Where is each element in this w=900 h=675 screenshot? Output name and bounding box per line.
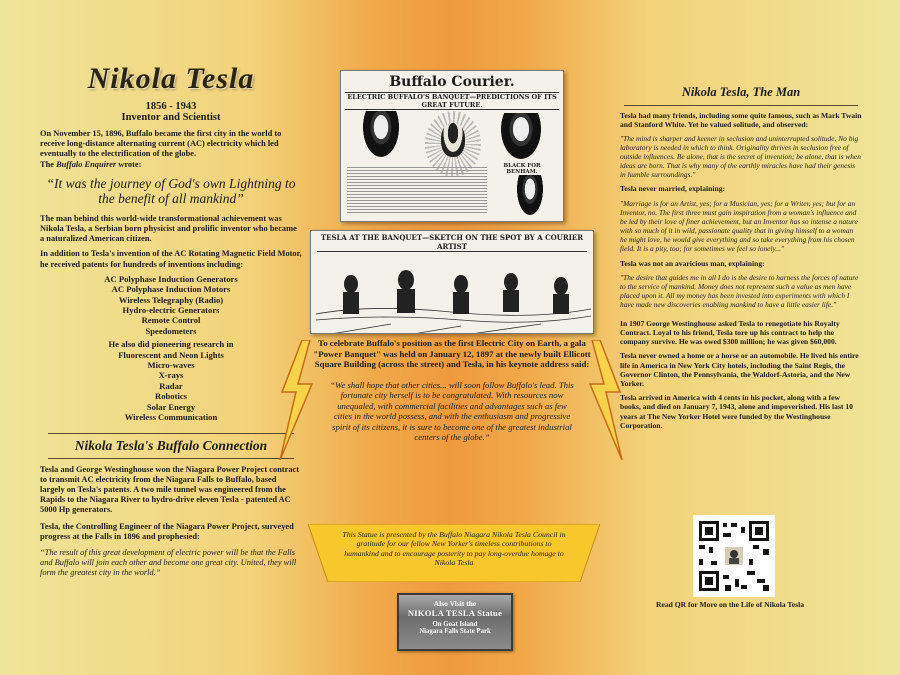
list-item: Radar — [159, 380, 183, 391]
portrait-bottom-image — [517, 175, 543, 215]
list-item: Remote Control — [141, 315, 201, 326]
keynote-quote: “We shall hope that other cities... will soon follow Buffalo's lead. This fortunate city herself is to be congratulated. With resources now unequaled, with commercial facilities and advantages such as few cities in the world possess, and with the enthusiasm and progressive spirit of its citizens, it is sure to become one of the greatest industrial centers of the globe.” — [330, 379, 574, 443]
list-item: Wireless Telegraphy (Radio) — [118, 294, 224, 305]
banquet-para: To celebrate Buffalo's position as the first Electric City on Earth, a gala "Power Banquet" was held on January 12, 1897 at the newly built Ellicott Square Building (across the street) and Tesla, in his keynote address said: — [313, 338, 591, 370]
portrait-left-image — [363, 111, 399, 157]
qr-caption: Read QR for More on the Life of Nikola Tesla — [655, 600, 804, 609]
newspaper-clipping-front-page — [340, 70, 564, 222]
qr-code-icon — [697, 519, 771, 593]
para-avaricious: Tesla was not an avaricious man, explaining: — [620, 258, 765, 268]
patents-list — [40, 274, 302, 336]
intro-text: On November 15, 1896, Buffalo became the first city in the world to receive long-distance alternating current (AC) electricity which led eventually to the electrification of the globe. The Buffalo Enquirer wrote: — [40, 129, 282, 169]
plaque-line-4: Niagara Falls State Park — [419, 628, 491, 635]
role: Inventor and Scientist — [121, 112, 221, 123]
plaque-line-1: Also Visit the — [433, 599, 477, 608]
para-friends: Tesla had many friends, including some quite famous, such as Mark Twain and Stanford White. Yet he valued solitude, and observed: — [620, 111, 862, 130]
desire-quote: "The desire that guides me in all I do is the desire to harness the forces of nature to the service of mankind. Money does not represent such a value as men have placed upon it. All my money has been invested into experiments with which I have made new discoveries enabling mankind to have a little easier life." — [620, 272, 859, 309]
section-buffalo-connection: Nikola Tesla's Buffalo Connection — [74, 437, 268, 453]
solitude-quote: "The mind is sharper and keener in seclusion and uninterrupted solitude. No big laboratory is needed in which to think. Originality thrives in seclusion free of outside influences. Be alone, that is the secret of invention; be alone, that is when ideas are born. That is why many of the earthly miracles have had their genesis in humble surroundings." — [620, 134, 861, 180]
divider — [48, 433, 294, 434]
life-years: 1856 - 1943 — [145, 101, 197, 112]
para-patents: In addition to Tesla's invention of the AC Rotating Magnetic Field Motor, he received patents for hundreds of inventions including: — [40, 249, 302, 269]
list-item: AC Polyphase Induction Generators — [104, 273, 238, 284]
banquet-sketch-drawing — [311, 254, 593, 334]
sketch-title: TESLA AT THE BANQUET—SKETCH ON THE SPOT BY A COURIER ARTIST — [317, 233, 587, 252]
para-westinghouse: In 1907 George Westinghouse asked Tesla to renegotiate his Royalty Contract. Loyal to his friend, Tesla tore up his contract to help the company survive. He was owed $300 million; he was given $60,000. — [620, 318, 840, 347]
divider — [48, 458, 294, 459]
para-never-owned: Tesla never owned a home or a horse or an automobile. He lived his entire life in America in New York City hotels, including the Saint Regis, the Governor Clinton, the Pennsylvania, the Waldorf-Astoria, and the New Yorker. — [620, 351, 859, 389]
para-niagara-project: Tesla and George Westinghouse won the Niagara Power Project contract to transmit AC electricity from the Niagara Falls to Buffalo, based largely on Tesla's patents. A two mile tunnel was engineered from the Rapids to the Niagara River to hydro-drive eleven Tesla - patented AC 5000 Hp generators. — [40, 464, 300, 515]
list-item: Micro-waves — [147, 360, 195, 371]
lightning-quote: “It was the journey of God's own Lightning to the benefit of all mankind” — [46, 175, 296, 206]
newspaper-title: Buffalo Courier. — [389, 74, 515, 90]
divider — [624, 105, 858, 106]
lightning-bolt-left-icon — [276, 340, 316, 460]
list-item: Hydro-electric Generators — [122, 305, 220, 316]
main-title: Nikola Tesla — [87, 62, 255, 95]
list-item: Solar Energy — [146, 401, 196, 412]
dedication-text: This Statue is presented by the Buffalo Niagara Nikola Tesla Council in gratitude for our fellow New Yorker's timeless contributions to humankind and to encourage posterity to pay long-overdue homage to Nikola Tesla — [342, 530, 566, 568]
list-item: Robotics — [155, 391, 187, 402]
list-item: AC Polyphase Induction Motors — [111, 284, 231, 295]
newspaper-headline: ELECTRIC BUFFALO'S BANQUET—PREDICTIONS OF ITS GREAT FUTURE. — [345, 92, 559, 110]
newspaper-banquet-sketch — [310, 230, 594, 334]
marriage-quote: "Marriage is for an Artist, yes; for a Musician, yes; for a Writer, yes; but for an Inventor, no. The first three must gain inspiration from a woman's influence and be led by their love of finer achievement, but an Inventor has so intense a nature with so much of it in wild, passionate quality that in giving himself to a woman he might love, he would give everything and so take everything from his chosen field. It is a pity, too; for sometimes we feel so lonely..." — [620, 198, 858, 253]
newspaper-caption: BLACK FOR BENHAM. — [503, 163, 541, 175]
center-column — [312, 338, 592, 443]
right-column — [620, 85, 862, 430]
para-married: Tesla never married, explaining: — [620, 184, 726, 194]
plaque-line-3: On Goat Island — [432, 621, 478, 628]
list-item: Wireless Communication — [124, 412, 218, 423]
list-item: Fluorescent and Neon Lights — [118, 349, 224, 360]
newspaper-columns — [347, 167, 487, 215]
research-list — [40, 339, 302, 422]
prophecy-quote: “The result of this great development of electric power will be that the Falls and Buffalo will join each other and become one great city. United, they will form the greatest city in the world.” — [40, 547, 297, 578]
para-arrived: Tesla arrived in America with 4 cents in his pocket, along with a few books, and died on January 7, 1943, alone and impoverished. His last 10 years at The New Yorker Hotel were funded by the Westinghouse Corporation. — [620, 393, 853, 430]
qr-code[interactable] — [693, 515, 775, 597]
left-column — [40, 62, 302, 579]
plaque-line-2: NIKOLA TESLA Statue — [407, 608, 503, 618]
para-man-behind: The man behind this world-wide transformational achievement was Nikola Tesla, a Serbian born physicist and prolific inventor who became a naturalized American citizen. — [40, 213, 297, 244]
statue-plaque — [397, 593, 513, 651]
list-item: X-rays — [158, 370, 184, 381]
list-item: Speedometers — [145, 325, 197, 336]
portrait-right-image — [501, 113, 541, 159]
section-the-man: Nikola Tesla, The Man — [681, 85, 801, 99]
portrait-tesla-face — [441, 123, 465, 157]
research-intro: He also did pioneering research in — [108, 339, 234, 350]
para-controlling-engineer: Tesla, the Controlling Engineer of the Niagara Power Project, surveyed progress at the Falls in 1896 and prophesied: — [40, 521, 294, 541]
